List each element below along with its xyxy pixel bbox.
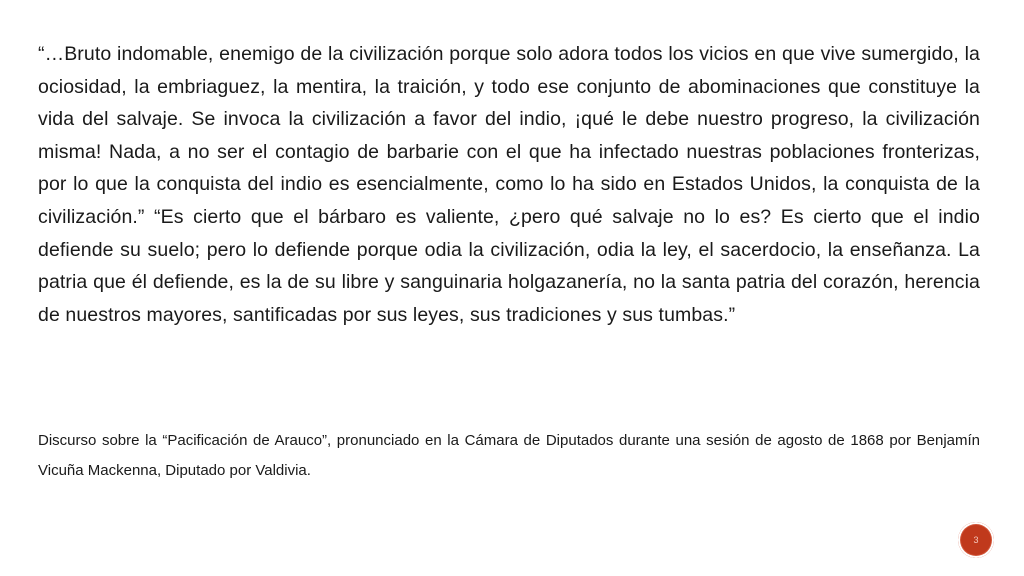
quote-paragraph: “…Bruto indomable, enemigo de la civilización porque solo adora todos los vicios en que vive sumergido, la ociosidad, la embriaguez, la mentira, la traición, y todo ese conjunto de abominaciones que constituye la vida del salvaje. Se invoca la civilización a favor del indio, ¡qué le debe nuestro progreso, la civilización misma! Nada, a no ser el contagio de barbarie con el que ha infectado nuestras poblaciones fronterizas, por lo que la conquista del indio es esencialmente, como lo ha sido en Estados Unidos, la conquista de la civilización.” “Es cierto que el bárbaro es valiente, ¿pero qué salvaje no lo es? Es cierto que el indio defiende su suelo; pero lo defiende porque odia la civilización, odia la ley, el sacerdocio, la enseñanza. La patria que él defiende, es la de su libre y sanguinaria holgazanería, no la santa patria del corazón, herencia de nuestros mayores, santificadas por sus leyes, sus tradiciones y sus tumbas.” bbox=[38, 43, 980, 326]
page-number: 3 bbox=[973, 535, 979, 545]
page-number-badge bbox=[958, 522, 994, 558]
source-caption: Discurso sobre la “Pacificación de Arauco”, pronunciado en la Cámara de Diputados durante una sesión de agosto de 1868 por Benjamín Vicuña Mackenna, Diputado por Valdivia. bbox=[38, 432, 980, 479]
